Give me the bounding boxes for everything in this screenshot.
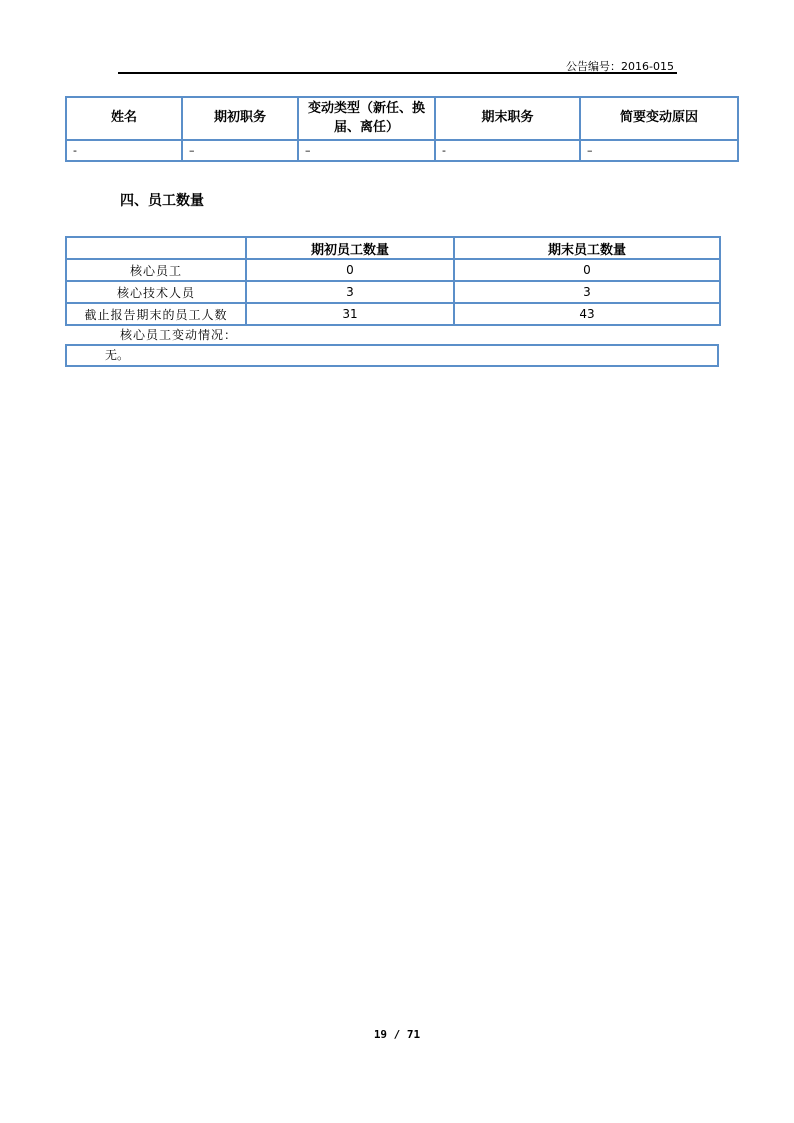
table-row [66, 303, 720, 325]
announcement-number: 公告编号：2016-015 [566, 60, 674, 73]
column-header-start-position: 期初职务 [182, 97, 298, 140]
employee-count-table [65, 236, 721, 326]
table-row [66, 281, 720, 303]
page-number: 19 / 71 [373, 1028, 421, 1041]
column-header-change-type: 变动类型（新任、换届、离任） [298, 97, 435, 140]
core-employee-change-value: 无。 [105, 348, 130, 362]
table-cell: - [66, 140, 182, 161]
section-title: 四、员工数量 [120, 193, 204, 209]
row-label: 核心员工 [66, 259, 246, 281]
table-cell: – [580, 140, 738, 161]
start-count-cell: 3 [246, 281, 454, 303]
end-count-cell: 3 [454, 281, 720, 303]
table-row [66, 140, 738, 161]
header-rule [118, 72, 677, 74]
table-cell: – [298, 140, 435, 161]
column-header-start-count: 期初员工数量 [246, 237, 454, 259]
row-label: 截止报告期末的员工人数 [66, 303, 246, 325]
end-count-cell: 0 [454, 259, 720, 281]
table-cell: – [182, 140, 298, 161]
core-employee-change-box [65, 344, 719, 367]
core-employee-change-label: 核心员工变动情况： [120, 328, 238, 342]
column-header-end-position: 期末职务 [435, 97, 580, 140]
table-row [66, 259, 720, 281]
start-count-cell: 0 [246, 259, 454, 281]
table-header-row [66, 97, 738, 140]
management-change-table [65, 96, 739, 162]
column-header-name: 姓名 [66, 97, 182, 140]
column-header-blank [66, 237, 246, 259]
end-count-cell: 43 [454, 303, 720, 325]
start-count-cell: 31 [246, 303, 454, 325]
column-header-end-count: 期末员工数量 [454, 237, 720, 259]
table-cell: - [435, 140, 580, 161]
table-header-row [66, 237, 720, 259]
column-header-change-reason: 简要变动原因 [580, 97, 738, 140]
row-label: 核心技术人员 [66, 281, 246, 303]
